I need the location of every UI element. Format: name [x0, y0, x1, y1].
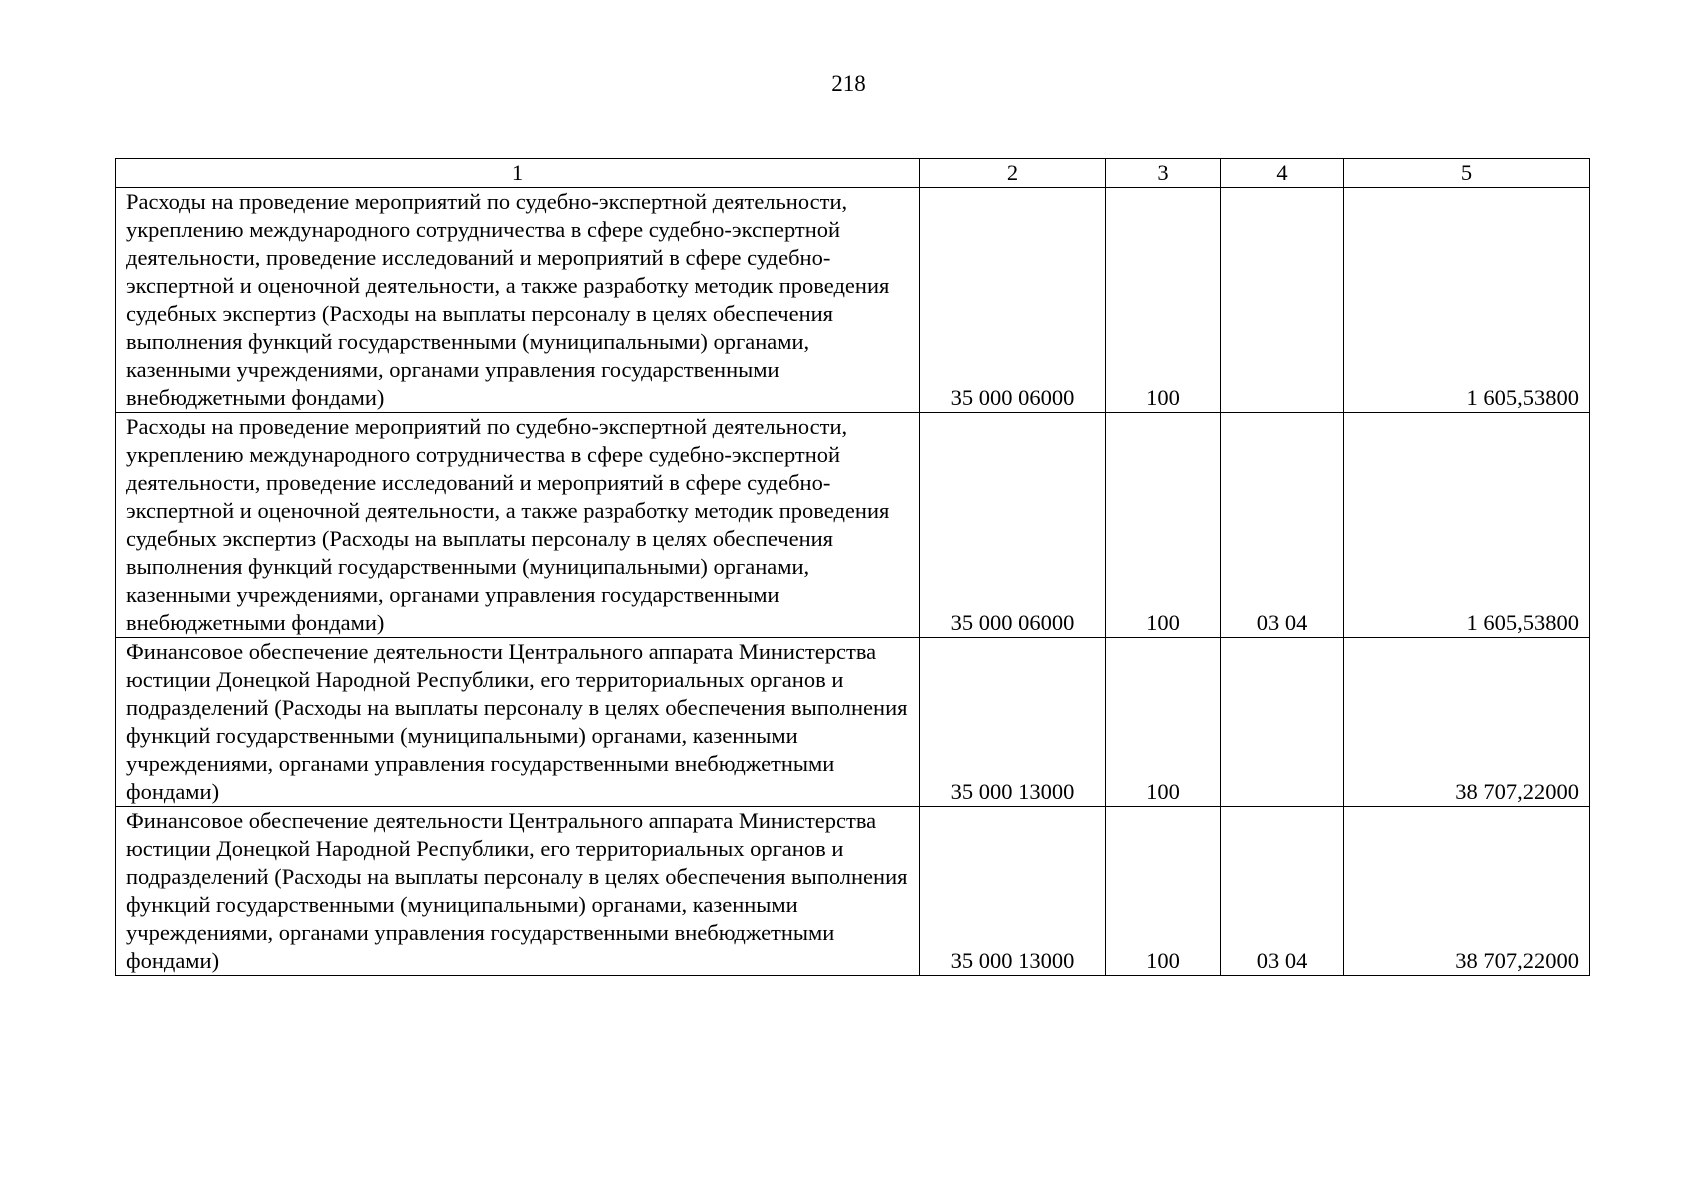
header-row [116, 159, 1590, 188]
row-description: Финансовое обеспечение деятельности Центрального аппарата Министерства юстиции Донецкой Народной Республики, его территориальных органов и подразделений (Расходы на выплаты персоналу в целях обеспечения выполнения функций государственными (муниципальными) органами, казенными учреждениями, органами управления государственными внебюджетными фондами) [116, 638, 920, 807]
table-row [116, 638, 1590, 807]
column-header-4: 4 [1221, 159, 1344, 188]
table-header [116, 159, 1590, 188]
table-row [116, 413, 1590, 638]
row-expense-type: 100 [1106, 188, 1221, 413]
row-amount: 1 605,53800 [1344, 188, 1590, 413]
column-header-1: 1 [116, 159, 920, 188]
column-header-5: 5 [1344, 159, 1590, 188]
row-description: Расходы на проведение мероприятий по судебно-экспертной деятельности, укреплению международного сотрудничества в сфере судебно-экспертной деятельности, проведение исследований и мероприятий в сфере судебно-экспертной и оценочной деятельности, а также разработку методик проведения судебных экспертиз (Расходы на выплаты персоналу в целях обеспечения выполнения функций государственными (муниципальными) органами, казенными учреждениями, органами управления государственными внебюджетными фондами) [116, 413, 920, 638]
page-number: 218 [831, 71, 866, 96]
row-section [1221, 638, 1344, 807]
row-expense-type: 100 [1106, 413, 1221, 638]
row-section [1221, 188, 1344, 413]
row-section: 03 04 [1221, 807, 1344, 976]
column-header-3: 3 [1106, 159, 1221, 188]
row-target-code: 35 000 06000 [920, 413, 1106, 638]
row-description: Расходы на проведение мероприятий по судебно-экспертной деятельности, укреплению международного сотрудничества в сфере судебно-экспертной деятельности, проведение исследований и мероприятий в сфере судебно-экспертной и оценочной деятельности, а также разработку методик проведения судебных экспертиз (Расходы на выплаты персоналу в целях обеспечения выполнения функций государственными (муниципальными) органами, казенными учреждениями, органами управления государственными внебюджетными фондами) [116, 188, 920, 413]
row-expense-type: 100 [1106, 807, 1221, 976]
row-section: 03 04 [1221, 413, 1344, 638]
row-target-code: 35 000 06000 [920, 188, 1106, 413]
budget-table [115, 158, 1590, 976]
row-expense-type: 100 [1106, 638, 1221, 807]
table-row [116, 188, 1590, 413]
column-header-2: 2 [920, 159, 1106, 188]
row-amount: 38 707,22000 [1344, 807, 1590, 976]
row-amount: 38 707,22000 [1344, 638, 1590, 807]
row-description: Финансовое обеспечение деятельности Центрального аппарата Министерства юстиции Донецкой Народной Республики, его территориальных органов и подразделений (Расходы на выплаты персоналу в целях обеспечения выполнения функций государственными (муниципальными) органами, казенными учреждениями, органами управления государственными внебюджетными фондами) [116, 807, 920, 976]
table-body [116, 188, 1590, 976]
table-row [116, 807, 1590, 976]
row-amount: 1 605,53800 [1344, 413, 1590, 638]
row-target-code: 35 000 13000 [920, 807, 1106, 976]
row-target-code: 35 000 13000 [920, 638, 1106, 807]
